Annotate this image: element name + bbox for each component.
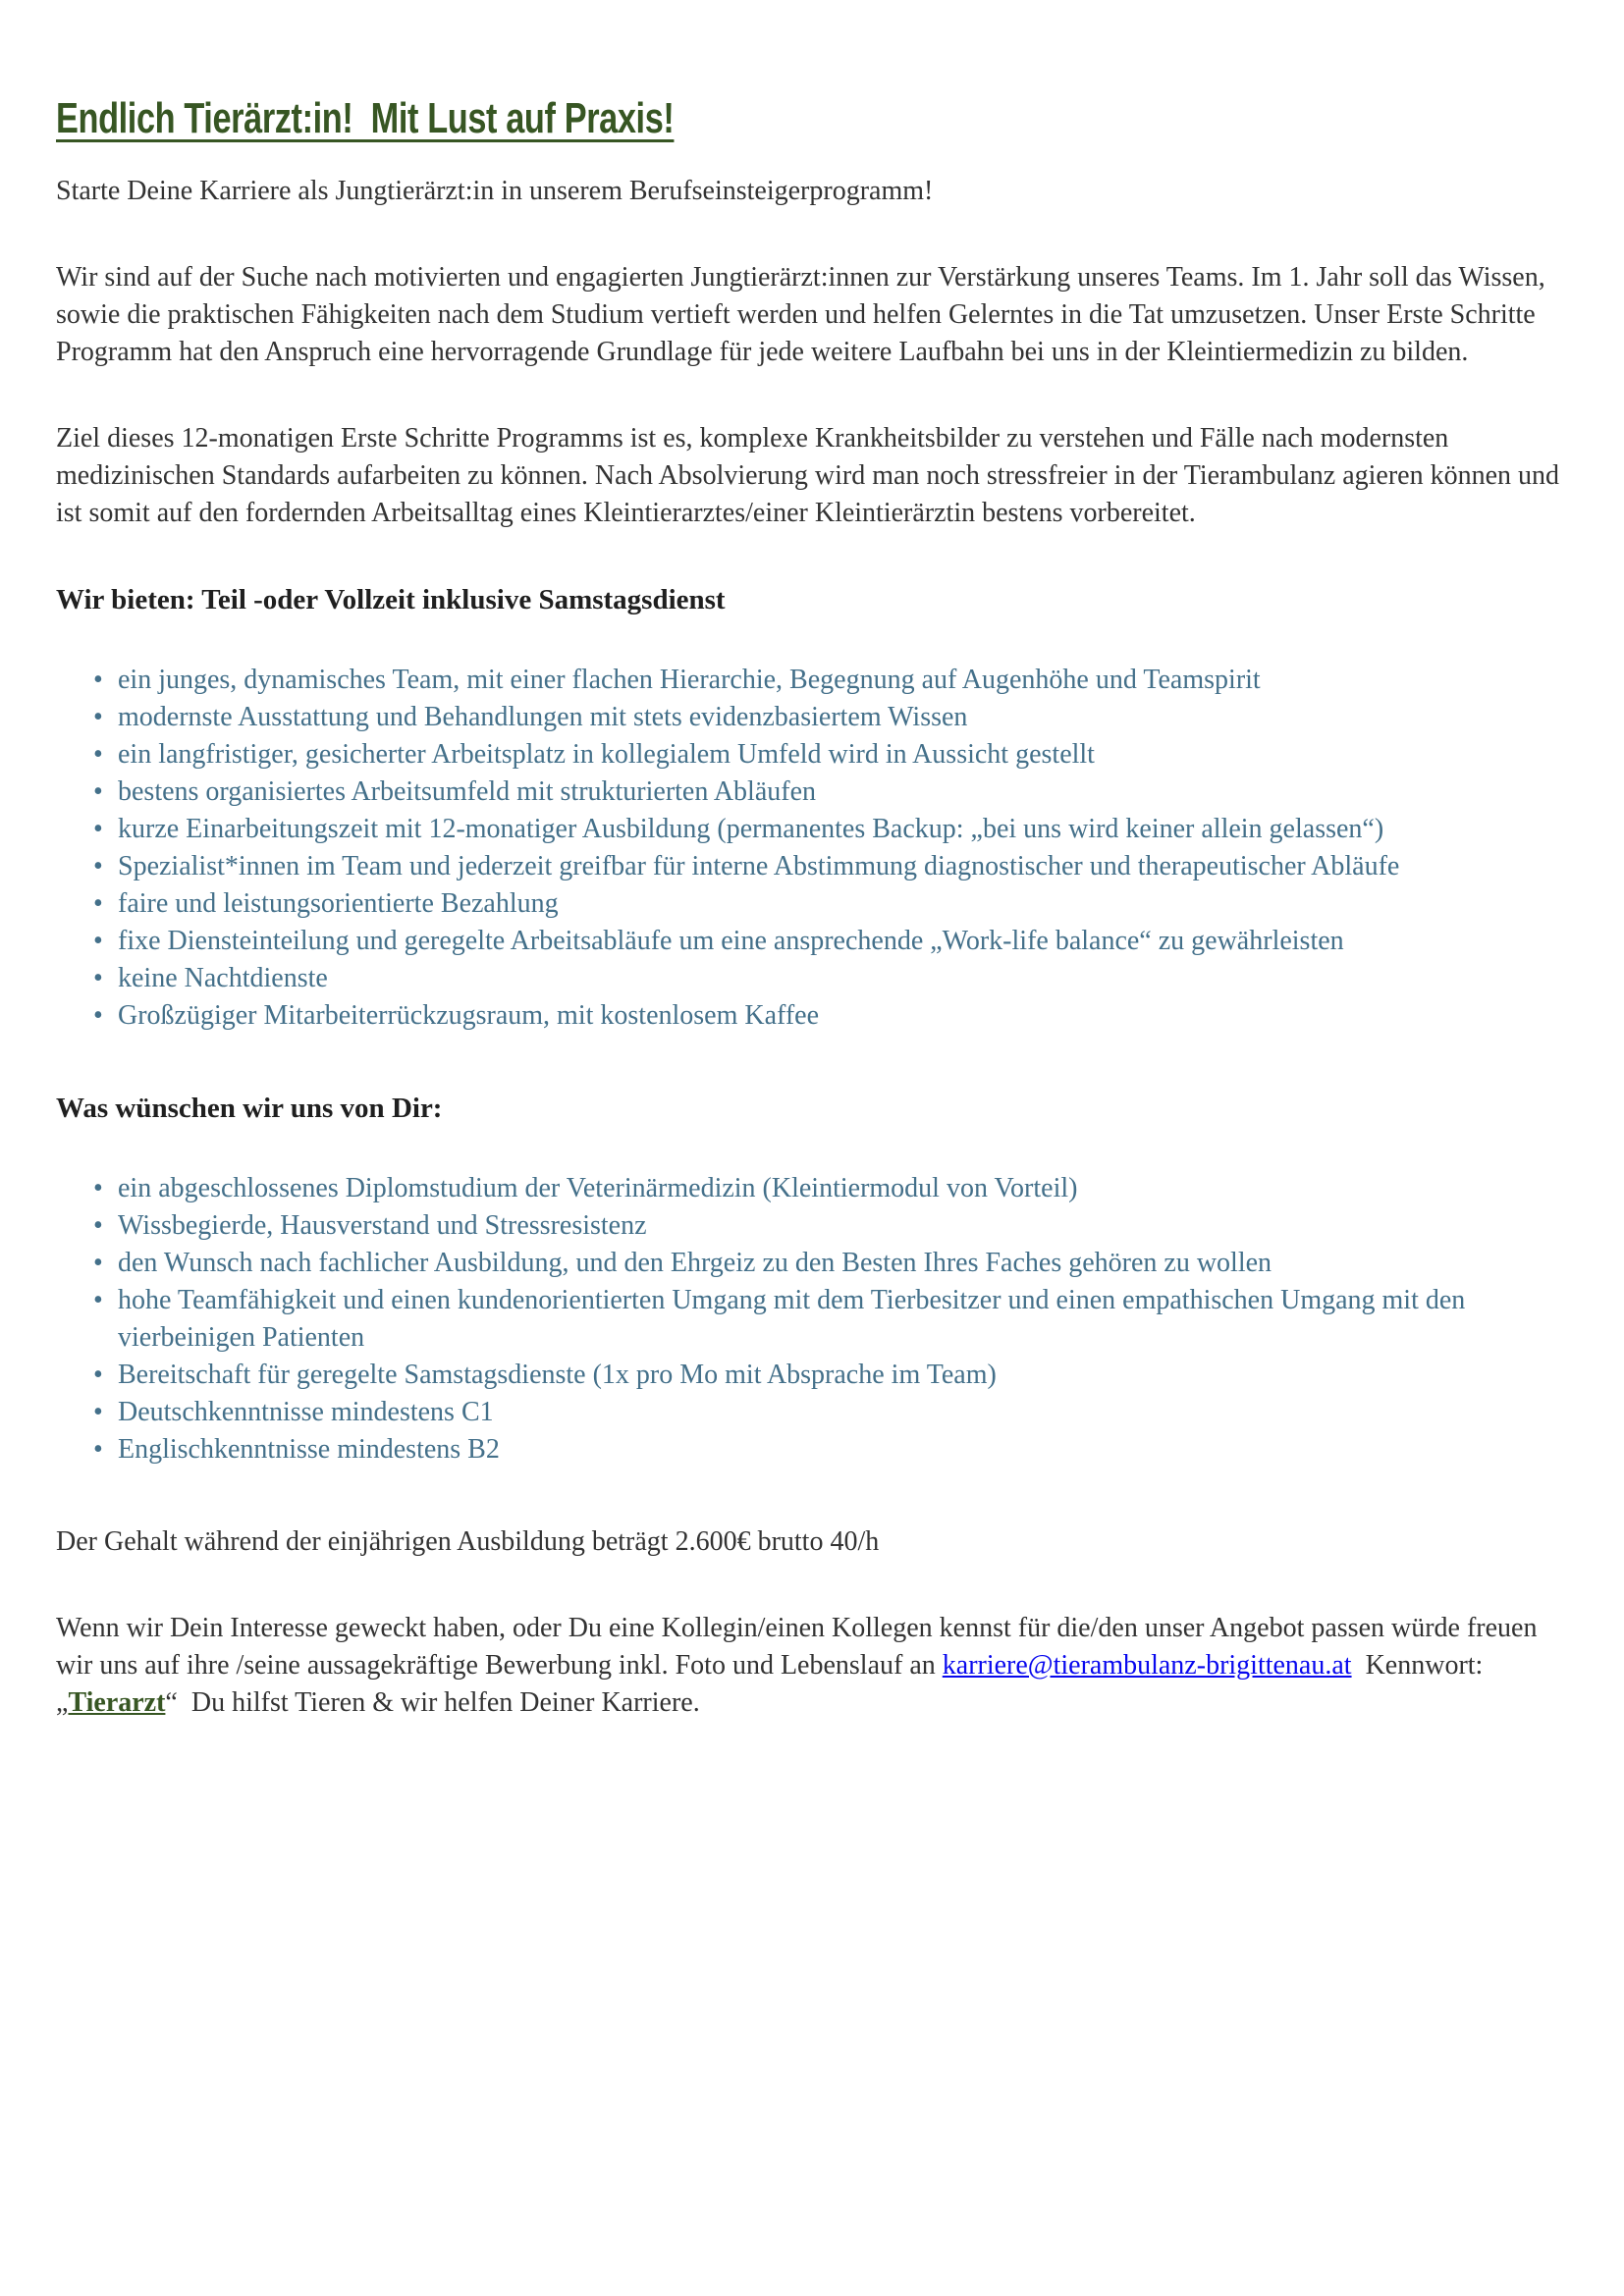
- closing-text-before-link: Wenn wir Dein Interesse geweckt haben, oder Du eine Kollegin/einen Kollegen kennst für die/den unser Angebot passen würde freuen wir uns auf ihre /seine aussagekräftige Bewerbung inkl. Foto und Lebenslauf an: [56, 1613, 1544, 1681]
- email-link[interactable]: karriere@tierambulanz-brigittenau.at: [942, 1650, 1352, 1681]
- intro-paragraph: Starte Deine Karriere als Jungtierärzt:in in unserem Berufseinsteigerprogramm!: [56, 176, 934, 206]
- offer-section-heading: Wir bieten: Teil -oder Vollzeit inklusive Samstagsdienst: [56, 584, 726, 615]
- job-title-heading: Endlich Tierärzt:in! Mit Lust auf Praxis!: [56, 94, 675, 142]
- list-item: • kurze Einarbeitungszeit mit 12-monatiger Ausbildung (permanentes Backup: „bei uns wird keiner allein gelassen“): [56, 811, 1568, 848]
- list-item: • hohe Teamfähigkeit und einen kundenorientierten Umgang mit dem Tierbesitzer und einen empathischen Umgang mit den vierbeinigen Patienten: [56, 1282, 1568, 1357]
- wishes-bullet-list: [56, 1170, 1568, 1468]
- list-item: • faire und leistungsorientierte Bezahlung: [56, 885, 1568, 923]
- list-item: • den Wunsch nach fachlicher Ausbildung, und den Ehrgeiz zu den Besten Ihres Faches gehören zu wollen: [56, 1245, 1568, 1282]
- salary-paragraph: Der Gehalt während der einjährigen Ausbildung beträgt 2.600€ brutto 40/h: [56, 1526, 880, 1557]
- list-item: • modernste Ausstattung und Behandlungen mit stets evidenzbasiertem Wissen: [56, 699, 1568, 736]
- list-item: • keine Nachtdienste: [56, 960, 1568, 997]
- list-item: • ein junges, dynamisches Team, mit einer flachen Hierarchie, Begegnung auf Augenhöhe und Teamspirit: [56, 662, 1568, 699]
- offer-bullet-list: [56, 662, 1568, 1035]
- list-item: • fixe Diensteinteilung und geregelte Arbeitsabläufe um eine ansprechende „Work-life balance“ zu gewährleisten: [56, 923, 1568, 960]
- about-paragraph-1: Wir sind auf der Suche nach motivierten und engagierten Jungtierärzt:innen zur Verstärkung unseres Teams. Im 1. Jahr soll das Wissen, sowie die praktischen Fähigkeiten nach dem Studium vertieft werden und helfen Gelerntes in die Tat umzusetzen. Unser Erste Schritte Programm hat den Anspruch eine hervorragende Grundlage für jede weitere Laufbahn bei uns in der Kleintiermedizin zu bilden.: [56, 262, 1545, 367]
- closing-text-after: “ Du hilfst Tieren & wir helfen Deiner Karriere.: [165, 1687, 700, 1718]
- list-item: • bestens organisiertes Arbeitsumfeld mit strukturierten Abläufen: [56, 774, 1568, 811]
- list-item: • Wissbegierde, Hausverstand und Stressresistenz: [56, 1207, 1568, 1245]
- closing-text-between: Kennwort: „: [56, 1650, 1497, 1718]
- list-item: • ein abgeschlossenes Diplomstudium der Veterinärmedizin (Kleintiermodul von Vorteil): [56, 1170, 1568, 1207]
- list-item: • Spezialist*innen im Team und jederzeit greifbar für interne Abstimmung diagnostischer und therapeutischer Abläufe: [56, 848, 1568, 885]
- about-paragraph-2: Ziel dieses 12-monatigen Erste Schritte Programms ist es, komplexe Krankheitsbilder zu verstehen und Fälle nach modernsten medizinischen Standards aufarbeiten zu können. Nach Absolvierung wird man noch stressfreier in der Tierambulanz agieren können und ist somit auf den fordernden Arbeitsalltag eines Kleintierarztes/einer Kleintierärztin bestens vorbereitet.: [56, 423, 1560, 528]
- list-item: • ein langfristiger, gesicherter Arbeitsplatz in kollegialem Umfeld wird in Aussicht gestellt: [56, 736, 1568, 774]
- list-item: • Englischkenntnisse mindestens B2: [56, 1431, 1568, 1468]
- list-item: • Deutschkenntnisse mindestens C1: [56, 1394, 1568, 1431]
- list-item: • Großzügiger Mitarbeiterrückzugsraum, mit kostenlosem Kaffee: [56, 997, 1568, 1035]
- list-item: • Bereitschaft für geregelte Samstagsdienste (1x pro Mo mit Absprache im Team): [56, 1357, 1568, 1394]
- wishes-section-heading: Was wünschen wir uns von Dir:: [56, 1093, 443, 1124]
- closing-paragraph: [56, 1610, 1568, 1722]
- keyword-tierarzt: Tierarzt: [68, 1687, 166, 1718]
